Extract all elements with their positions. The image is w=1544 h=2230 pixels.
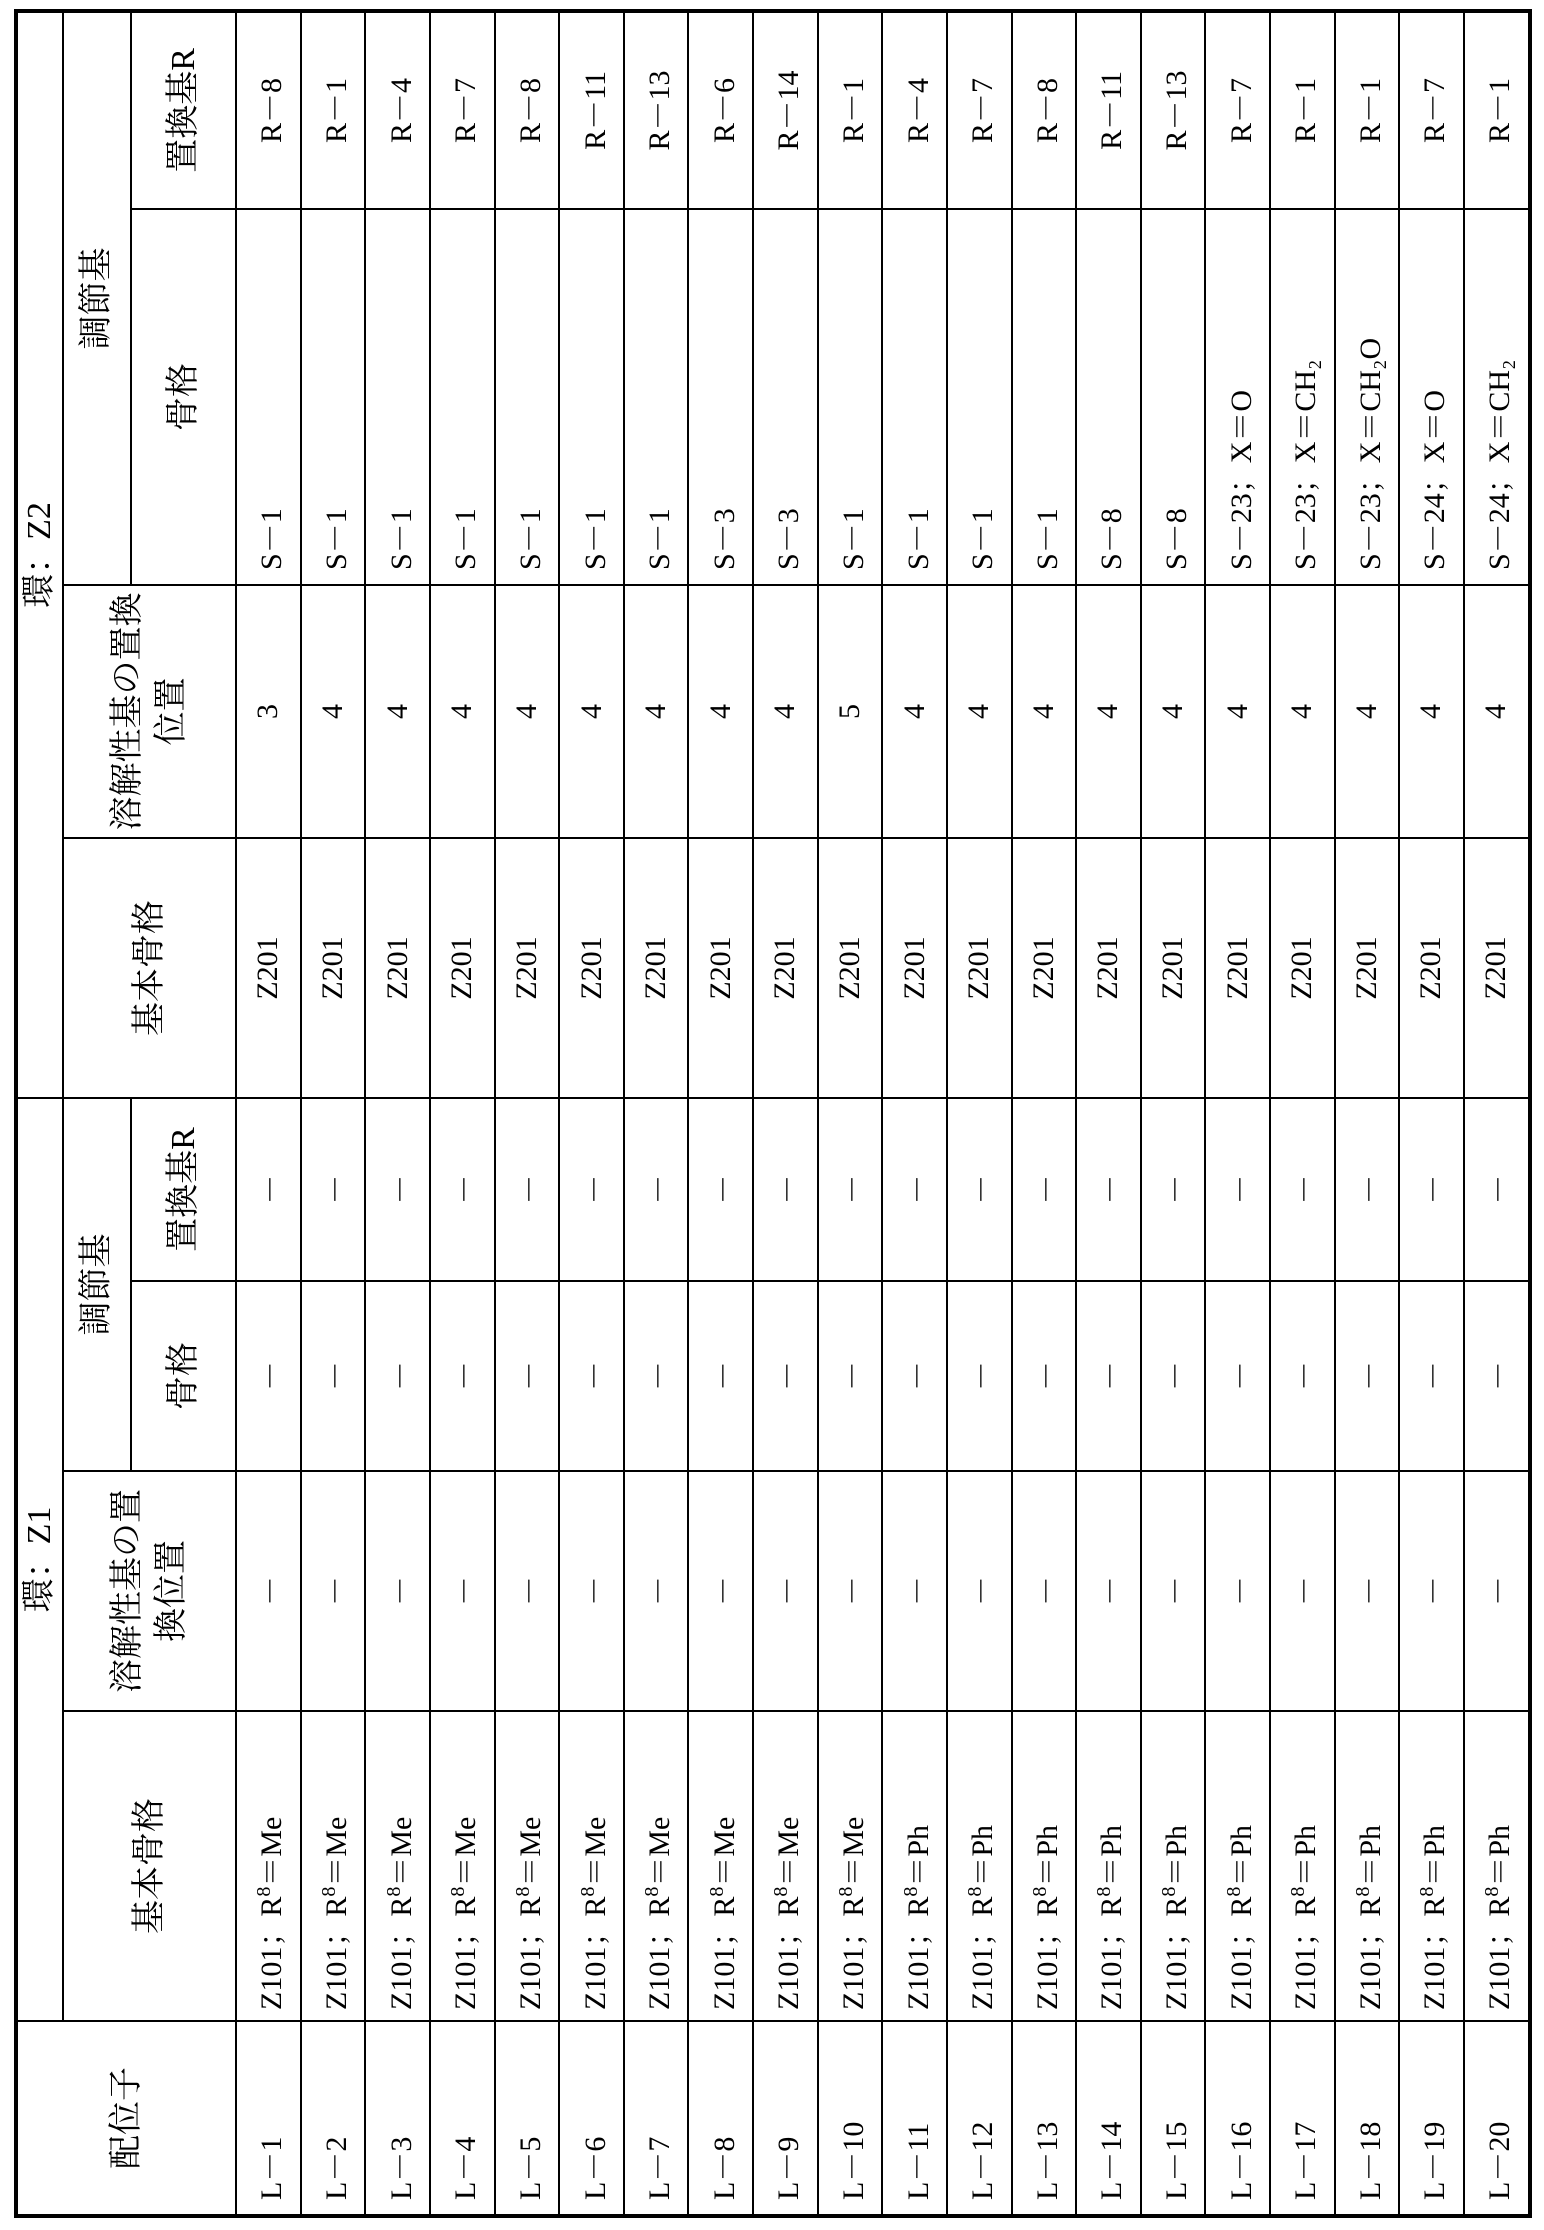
z1-core: Z101；R xyxy=(1160,1897,1193,2010)
z1-core: Z101；R xyxy=(772,1897,805,2010)
z2-position-cell: 4 xyxy=(301,585,366,838)
z2-r-cell: R－14 xyxy=(753,11,818,209)
header-z2-solubility-position: 溶解性基の置換位置 xyxy=(63,585,236,838)
z2-base-cell: Z201 xyxy=(365,838,430,1098)
table-row xyxy=(301,11,366,2216)
table-row xyxy=(1012,11,1077,2216)
z1-base-cell xyxy=(1141,1711,1206,2021)
z2-position-cell: 4 xyxy=(624,585,689,838)
z1-r-cell: － xyxy=(1076,1098,1141,1281)
z2-skeleton-cell: S－3 xyxy=(688,209,753,585)
z1-core: Z101；R xyxy=(837,1897,870,2010)
superscript: 8 xyxy=(835,1887,857,1897)
ligand-cell: L－18 xyxy=(1335,2021,1400,2216)
superscript: 8 xyxy=(1481,1887,1503,1897)
z1-base-cell xyxy=(1335,1711,1400,2021)
superscript: 8 xyxy=(770,1887,792,1897)
z2-r-cell: R－4 xyxy=(365,11,430,209)
equals: ＝ xyxy=(643,1857,676,1887)
z1-position-cell: － xyxy=(301,1471,366,1711)
ligand-cell: L－4 xyxy=(430,2021,495,2216)
z1-skeleton-cell: － xyxy=(947,1281,1012,1471)
ligand-cell: L－20 xyxy=(1464,2021,1530,2216)
z1-substituent-value: Ph xyxy=(1289,1825,1322,1857)
z2-base-cell: Z201 xyxy=(301,838,366,1098)
z2-r-cell: R－13 xyxy=(1141,11,1206,209)
superscript: 8 xyxy=(383,1887,405,1897)
z2-position-cell: 4 xyxy=(753,585,818,838)
z1-r-cell: － xyxy=(1141,1098,1206,1281)
z1-base-cell xyxy=(882,1711,947,2021)
z1-substituent-value: Ph xyxy=(1483,1825,1516,1857)
z2-position-cell: 4 xyxy=(947,585,1012,838)
superscript: 8 xyxy=(706,1887,728,1897)
ligand-cell: L－15 xyxy=(1141,2021,1206,2216)
z2-position-cell: 5 xyxy=(818,585,883,838)
equals: ＝ xyxy=(837,1857,870,1887)
z1-substituent-value: Me xyxy=(643,1817,676,1857)
equals: ＝ xyxy=(1354,1857,1387,1887)
z1-r-cell: － xyxy=(559,1098,624,1281)
z2-position-cell: 4 xyxy=(495,585,560,838)
z2-skeleton-cell: S－1 xyxy=(1012,209,1077,585)
z2-base-cell: Z201 xyxy=(559,838,624,1098)
z2-skeleton-cell: S－1 xyxy=(365,209,430,585)
z2-r-cell: R－7 xyxy=(1399,11,1464,209)
z1-base-cell xyxy=(1012,1711,1077,2021)
z2-r-cell: R－1 xyxy=(1270,11,1335,209)
superscript: 8 xyxy=(1287,1887,1309,1897)
z1-position-cell: － xyxy=(236,1471,301,1711)
table-row xyxy=(1076,11,1141,2216)
z2-position-cell: 4 xyxy=(1464,585,1530,838)
header-z1-modifier: 調節基 xyxy=(63,1098,131,1471)
table-row xyxy=(1141,11,1206,2216)
z2-base-cell: Z201 xyxy=(1012,838,1077,1098)
z2-position-cell: 4 xyxy=(882,585,947,838)
z1-position-cell: － xyxy=(495,1471,560,1711)
z2-r-cell: R－8 xyxy=(236,11,301,209)
z2-skeleton-cell: S－1 xyxy=(236,209,301,585)
z1-core: Z101；R xyxy=(1418,1897,1451,2010)
rotated-table-container xyxy=(14,13,1532,2218)
z2-base-cell: Z201 xyxy=(947,838,1012,1098)
z1-position-cell: － xyxy=(365,1471,430,1711)
table-row xyxy=(753,11,818,2216)
z1-skeleton-cell: － xyxy=(1076,1281,1141,1471)
z2-r-cell: R－6 xyxy=(688,11,753,209)
z1-skeleton-cell: － xyxy=(430,1281,495,1471)
z1-skeleton-cell: － xyxy=(1012,1281,1077,1471)
z1-core: Z101；R xyxy=(1354,1897,1387,2010)
table-row xyxy=(495,11,560,2216)
z1-core: Z101；R xyxy=(1483,1897,1516,2010)
z2-base-cell: Z201 xyxy=(753,838,818,1098)
z1-r-cell: － xyxy=(1399,1098,1464,1281)
table-row xyxy=(624,11,689,2216)
z2-r-cell: R－8 xyxy=(1012,11,1077,209)
table-row xyxy=(1270,11,1335,2216)
superscript: 8 xyxy=(1352,1887,1374,1897)
table-row xyxy=(947,11,1012,2216)
z1-skeleton-cell: － xyxy=(1205,1281,1270,1471)
z1-skeleton-cell: － xyxy=(1399,1281,1464,1471)
table-row xyxy=(236,11,301,2216)
ligand-cell: L－14 xyxy=(1076,2021,1141,2216)
z1-position-cell: － xyxy=(1399,1471,1464,1711)
z2-base-cell: Z201 xyxy=(882,838,947,1098)
equals: ＝ xyxy=(1160,1857,1193,1887)
z1-position-cell: － xyxy=(688,1471,753,1711)
z1-r-cell: － xyxy=(1464,1098,1530,1281)
z1-r-cell: － xyxy=(365,1098,430,1281)
z1-core: Z101；R xyxy=(449,1897,482,2010)
z2-base-cell: Z201 xyxy=(495,838,560,1098)
z1-position-cell: － xyxy=(1205,1471,1270,1711)
equals: ＝ xyxy=(449,1857,482,1887)
z1-core: Z101；R xyxy=(966,1897,999,2010)
table-row xyxy=(1335,11,1400,2216)
equals: ＝ xyxy=(579,1857,612,1887)
z2-base-cell: Z201 xyxy=(1399,838,1464,1098)
z1-substituent-value: Me xyxy=(514,1817,547,1857)
z1-base-cell xyxy=(947,1711,1012,2021)
z2-position-cell: 4 xyxy=(1012,585,1077,838)
z2-skeleton-cell: S－1 xyxy=(882,209,947,585)
z1-substituent-value: Ph xyxy=(1095,1825,1128,1857)
z1-base-cell xyxy=(688,1711,753,2021)
z1-base-cell xyxy=(1270,1711,1335,2021)
equals: ＝ xyxy=(772,1857,805,1887)
equals: ＝ xyxy=(966,1857,999,1887)
z1-substituent-value: Me xyxy=(385,1817,418,1857)
z1-base-cell xyxy=(495,1711,560,2021)
z2-r-cell: R－1 xyxy=(1464,11,1530,209)
superscript: 8 xyxy=(964,1887,986,1897)
ligand-table xyxy=(14,9,1532,2218)
z1-r-cell: － xyxy=(301,1098,366,1281)
ligand-cell: L－5 xyxy=(495,2021,560,2216)
z2-position-cell: 4 xyxy=(1141,585,1206,838)
z2-position-cell: 4 xyxy=(1076,585,1141,838)
z2-base-cell: Z201 xyxy=(1076,838,1141,1098)
z1-skeleton-cell: － xyxy=(1141,1281,1206,1471)
superscript: 8 xyxy=(512,1887,534,1897)
table-row xyxy=(882,11,947,2216)
z1-base-cell xyxy=(818,1711,883,2021)
superscript: 8 xyxy=(253,1887,275,1897)
equals: ＝ xyxy=(514,1857,547,1887)
ligand-cell: L－2 xyxy=(301,2021,366,2216)
z1-r-cell: － xyxy=(753,1098,818,1281)
ligand-cell: L－13 xyxy=(1012,2021,1077,2216)
z1-skeleton-cell: － xyxy=(818,1281,883,1471)
equals: ＝ xyxy=(902,1857,935,1887)
z1-r-cell: － xyxy=(1335,1098,1400,1281)
z1-position-cell: － xyxy=(1076,1471,1141,1711)
table-row xyxy=(1205,11,1270,2216)
z1-position-cell: － xyxy=(753,1471,818,1711)
z2-skeleton-cell: S－8 xyxy=(1141,209,1206,585)
superscript: 8 xyxy=(1029,1887,1051,1897)
z1-core: Z101；R xyxy=(514,1897,547,2010)
z1-base-cell xyxy=(559,1711,624,2021)
ligand-cell: L－6 xyxy=(559,2021,624,2216)
equals: ＝ xyxy=(1483,1857,1516,1887)
superscript: 8 xyxy=(577,1887,599,1897)
z1-skeleton-cell: － xyxy=(495,1281,560,1471)
z1-substituent-value: Me xyxy=(772,1817,805,1857)
z1-base-cell xyxy=(365,1711,430,2021)
z1-position-cell: － xyxy=(947,1471,1012,1711)
header-ring-z1: 環：Z1 xyxy=(16,1098,63,2021)
equals: ＝ xyxy=(1225,1857,1258,1887)
z1-substituent-value: Ph xyxy=(1160,1825,1193,1857)
equals: ＝ xyxy=(1031,1857,1064,1887)
table-row xyxy=(688,11,753,2216)
z1-base-cell xyxy=(1464,1711,1530,2021)
header-z2-base: 基本骨格 xyxy=(63,838,236,1098)
ligand-cell: L－3 xyxy=(365,2021,430,2216)
z1-core: Z101；R xyxy=(1289,1897,1322,2010)
z1-substituent-value: Me xyxy=(579,1817,612,1857)
z1-base-cell xyxy=(624,1711,689,2021)
z1-r-cell: － xyxy=(1205,1098,1270,1281)
z2-base-cell: Z201 xyxy=(818,838,883,1098)
header-z2-modifier: 調節基 xyxy=(63,11,131,585)
z1-r-cell: － xyxy=(624,1098,689,1281)
z1-base-cell xyxy=(1399,1711,1464,2021)
table-row xyxy=(1399,11,1464,2216)
z1-r-cell: － xyxy=(1012,1098,1077,1281)
z1-position-cell: － xyxy=(559,1471,624,1711)
z1-skeleton-cell: － xyxy=(559,1281,624,1471)
z2-skeleton-cell: S－1 xyxy=(301,209,366,585)
z2-position-cell: 4 xyxy=(1335,585,1400,838)
z2-position-cell: 4 xyxy=(365,585,430,838)
equals: ＝ xyxy=(385,1857,418,1887)
z1-skeleton-cell: － xyxy=(301,1281,366,1471)
z1-position-cell: － xyxy=(1335,1471,1400,1711)
z2-position-cell: 4 xyxy=(1270,585,1335,838)
header-ligand: 配位子 xyxy=(16,2021,236,2216)
z1-skeleton-cell: － xyxy=(1270,1281,1335,1471)
z1-substituent-value: Ph xyxy=(1354,1825,1387,1857)
z2-base-cell: Z201 xyxy=(1335,838,1400,1098)
z1-core: Z101；R xyxy=(320,1897,353,2010)
superscript: 8 xyxy=(1158,1887,1180,1897)
z2-skeleton-cell: S－1 xyxy=(559,209,624,585)
table-row xyxy=(559,11,624,2216)
z1-position-cell: － xyxy=(1012,1471,1077,1711)
equals: ＝ xyxy=(1289,1857,1322,1887)
z2-skeleton-cell: S－8 xyxy=(1076,209,1141,585)
superscript: 8 xyxy=(318,1887,340,1897)
table-row xyxy=(365,11,430,2216)
z1-r-cell: － xyxy=(1270,1098,1335,1281)
z1-r-cell: － xyxy=(688,1098,753,1281)
z2-skeleton-cell: S－1 xyxy=(495,209,560,585)
header-z1-base: 基本骨格 xyxy=(63,1711,236,2021)
z2-base-cell: Z201 xyxy=(624,838,689,1098)
z2-skeleton-cell: S－1 xyxy=(624,209,689,585)
ligand-cell: L－9 xyxy=(753,2021,818,2216)
z1-core: Z101；R xyxy=(643,1897,676,2010)
equals: ＝ xyxy=(255,1857,288,1887)
table-row xyxy=(430,11,495,2216)
superscript: 8 xyxy=(447,1887,469,1897)
superscript: 8 xyxy=(1223,1887,1245,1897)
z1-position-cell: － xyxy=(430,1471,495,1711)
z2-position-cell: 4 xyxy=(1205,585,1270,838)
z1-substituent-value: Ph xyxy=(1031,1825,1064,1857)
equals: ＝ xyxy=(708,1857,741,1887)
z1-substituent-value: Ph xyxy=(1225,1825,1258,1857)
header-z2-skeleton: 骨格 xyxy=(131,209,236,585)
z2-base-cell: Z201 xyxy=(236,838,301,1098)
z1-position-cell: － xyxy=(818,1471,883,1711)
z1-r-cell: － xyxy=(430,1098,495,1281)
z2-r-cell: R－11 xyxy=(1076,11,1141,209)
z2-base-cell: Z201 xyxy=(430,838,495,1098)
z1-skeleton-cell: － xyxy=(365,1281,430,1471)
z1-base-cell xyxy=(753,1711,818,2021)
header-z1-substituent: 置換基R xyxy=(131,1098,236,1281)
z1-skeleton-cell: － xyxy=(688,1281,753,1471)
z1-skeleton-cell: － xyxy=(236,1281,301,1471)
z1-skeleton-cell: － xyxy=(1335,1281,1400,1471)
z1-position-cell: － xyxy=(882,1471,947,1711)
equals: ＝ xyxy=(1418,1857,1451,1887)
z1-substituent-value: Ph xyxy=(1418,1825,1451,1857)
z2-skeleton-cell: S－1 xyxy=(818,209,883,585)
superscript: 8 xyxy=(641,1887,663,1897)
z2-r-cell: R－4 xyxy=(882,11,947,209)
z1-substituent-value: Ph xyxy=(902,1825,935,1857)
z1-substituent-value: Me xyxy=(837,1817,870,1857)
superscript: 8 xyxy=(1416,1887,1438,1897)
z1-base-cell xyxy=(236,1711,301,2021)
ligand-cell: L－12 xyxy=(947,2021,1012,2216)
z2-r-cell: R－7 xyxy=(1205,11,1270,209)
header-z1-skeleton: 骨格 xyxy=(131,1281,236,1471)
ligand-cell: L－16 xyxy=(1205,2021,1270,2216)
z1-r-cell: － xyxy=(818,1098,883,1281)
z2-skeleton-cell: S－3 xyxy=(753,209,818,585)
superscript: 8 xyxy=(900,1887,922,1897)
header-ring-z2: 環：Z2 xyxy=(16,11,63,1098)
z2-base-cell: Z201 xyxy=(1141,838,1206,1098)
table-row xyxy=(1464,11,1530,2216)
z1-core: Z101；R xyxy=(708,1897,741,2010)
z1-base-cell xyxy=(301,1711,366,2021)
z2-r-cell: R－7 xyxy=(430,11,495,209)
z2-skeleton-cell: S－24；X＝CH₂ xyxy=(1464,209,1530,585)
z2-skeleton-cell: S－23；X＝O xyxy=(1205,209,1270,585)
z2-skeleton-cell: S－23；X＝CH₂O xyxy=(1335,209,1400,585)
z2-r-cell: R－11 xyxy=(559,11,624,209)
z1-substituent-value: Me xyxy=(449,1817,482,1857)
z2-skeleton-cell: S－24；X＝O xyxy=(1399,209,1464,585)
z1-r-cell: － xyxy=(882,1098,947,1281)
z2-r-cell: R－8 xyxy=(495,11,560,209)
z2-base-cell: Z201 xyxy=(1205,838,1270,1098)
ligand-cell: L－7 xyxy=(624,2021,689,2216)
z1-skeleton-cell: － xyxy=(882,1281,947,1471)
z1-r-cell: － xyxy=(495,1098,560,1281)
z1-position-cell: － xyxy=(624,1471,689,1711)
z1-skeleton-cell: － xyxy=(1464,1281,1530,1471)
z1-base-cell xyxy=(430,1711,495,2021)
z2-skeleton-cell: S－23；X＝CH₂ xyxy=(1270,209,1335,585)
z1-core: Z101；R xyxy=(255,1897,288,2010)
z2-r-cell: R－7 xyxy=(947,11,1012,209)
z1-core: Z101；R xyxy=(1095,1897,1128,2010)
z1-substituent-value: Ph xyxy=(966,1825,999,1857)
z2-base-cell: Z201 xyxy=(1270,838,1335,1098)
header-z1-solubility-position: 溶解性基の置換位置 xyxy=(63,1471,236,1711)
z1-base-cell xyxy=(1205,1711,1270,2021)
z2-skeleton-cell: S－1 xyxy=(947,209,1012,585)
z2-position-cell: 4 xyxy=(688,585,753,838)
superscript: 8 xyxy=(1093,1887,1115,1897)
z1-skeleton-cell: － xyxy=(624,1281,689,1471)
z1-substituent-value: Me xyxy=(708,1817,741,1857)
equals: ＝ xyxy=(320,1857,353,1887)
z2-position-cell: 3 xyxy=(236,585,301,838)
equals: ＝ xyxy=(1095,1857,1128,1887)
z2-base-cell: Z201 xyxy=(688,838,753,1098)
z1-r-cell: － xyxy=(236,1098,301,1281)
z2-r-cell: R－1 xyxy=(301,11,366,209)
ligand-cell: L－1 xyxy=(236,2021,301,2216)
z1-position-cell: － xyxy=(1141,1471,1206,1711)
z1-core: Z101；R xyxy=(902,1897,935,2010)
z1-position-cell: － xyxy=(1464,1471,1530,1711)
table-row xyxy=(818,11,883,2216)
ligand-cell: L－19 xyxy=(1399,2021,1464,2216)
ligand-cell: L－8 xyxy=(688,2021,753,2216)
z2-position-cell: 4 xyxy=(559,585,624,838)
z1-position-cell: － xyxy=(1270,1471,1335,1711)
ligand-cell: L－10 xyxy=(818,2021,883,2216)
z1-base-cell xyxy=(1076,1711,1141,2021)
ligand-cell: L－11 xyxy=(882,2021,947,2216)
z2-skeleton-cell: S－1 xyxy=(430,209,495,585)
z2-base-cell: Z201 xyxy=(1464,838,1530,1098)
z2-position-cell: 4 xyxy=(1399,585,1464,838)
z1-core: Z101；R xyxy=(385,1897,418,2010)
z2-position-cell: 4 xyxy=(430,585,495,838)
z2-r-cell: R－1 xyxy=(1335,11,1400,209)
z1-core: Z101；R xyxy=(1031,1897,1064,2010)
z1-skeleton-cell: － xyxy=(753,1281,818,1471)
z2-r-cell: R－1 xyxy=(818,11,883,209)
z1-substituent-value: Me xyxy=(320,1817,353,1857)
ligand-cell: L－17 xyxy=(1270,2021,1335,2216)
z1-r-cell: － xyxy=(947,1098,1012,1281)
z1-core: Z101；R xyxy=(579,1897,612,2010)
header-z2-substituent: 置換基R xyxy=(131,11,236,209)
z1-substituent-value: Me xyxy=(255,1817,288,1857)
z1-core: Z101；R xyxy=(1225,1897,1258,2010)
z2-r-cell: R－13 xyxy=(624,11,689,209)
